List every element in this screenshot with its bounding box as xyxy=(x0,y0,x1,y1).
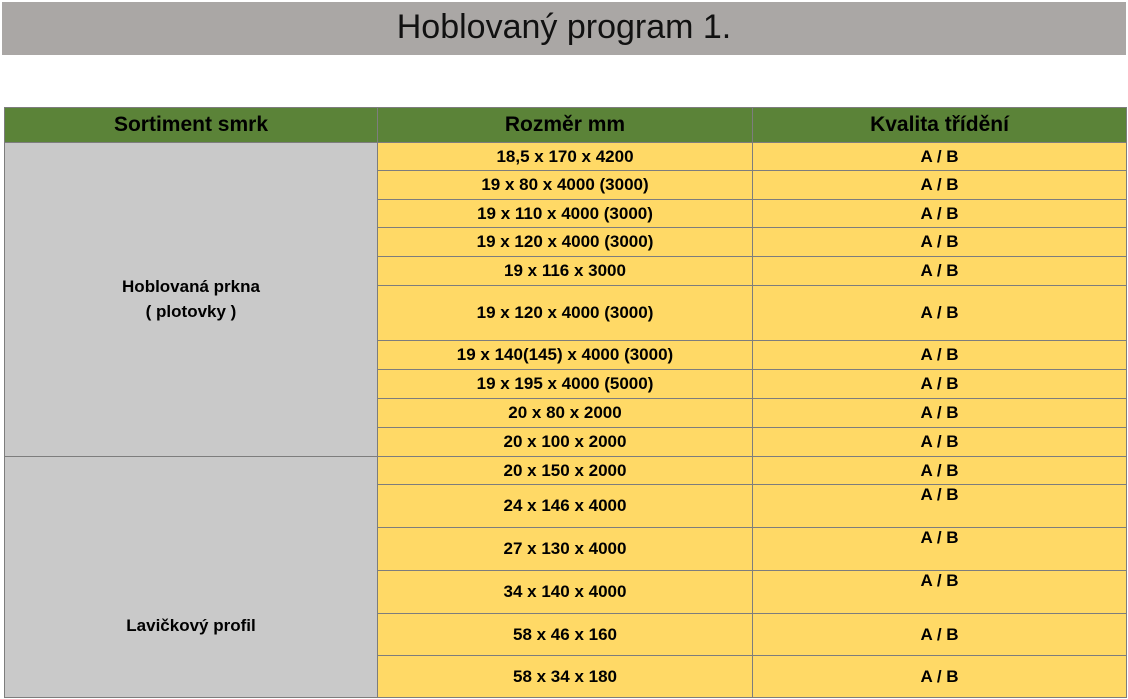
size-cell: 58 x 46 x 160 xyxy=(378,614,753,656)
size-cell: 19 x 110 x 4000 (3000) xyxy=(378,200,753,228)
page-title: Hoblovaný program 1. xyxy=(2,2,1126,55)
header-rozmer: Rozměr mm xyxy=(378,108,753,143)
quality-cell: A / B xyxy=(753,228,1127,257)
quality-cell: A / B xyxy=(753,143,1127,171)
group-label: Hoblovaná prkna xyxy=(122,276,260,296)
quality-cell: A / B xyxy=(753,457,1127,485)
group-sublabel: ( plotovky ) xyxy=(145,301,237,321)
group-label: Lavičkový profil xyxy=(126,616,256,636)
quality-cell: A / B xyxy=(753,171,1127,200)
size-cell: 19 x 120 x 4000 (3000) xyxy=(378,286,753,341)
quality-cell: A / B xyxy=(753,485,1127,528)
size-cell: 34 x 140 x 4000 xyxy=(378,571,753,614)
header-kvalita: Kvalita třídění xyxy=(753,108,1127,143)
quality-cell: A / B xyxy=(753,257,1127,286)
quality-cell: A / B xyxy=(753,286,1127,341)
size-cell: 18,5 x 170 x 4200 xyxy=(378,143,753,171)
size-cell: 19 x 195 x 4000 (5000) xyxy=(378,370,753,399)
quality-cell: A / B xyxy=(753,571,1127,614)
quality-cell: A / B xyxy=(753,428,1127,457)
size-cell: 19 x 140(145) x 4000 (3000) xyxy=(378,341,753,370)
quality-cell: A / B xyxy=(753,399,1127,428)
header-sortiment: Sortiment smrk xyxy=(5,108,378,143)
quality-cell: A / B xyxy=(753,370,1127,399)
group-cell-hoblovana-prkna xyxy=(5,143,378,457)
size-cell: 20 x 80 x 2000 xyxy=(378,399,753,428)
size-cell: 24 x 146 x 4000 xyxy=(378,485,753,528)
size-cell: 58 x 34 x 180 xyxy=(378,656,753,698)
size-cell: 20 x 150 x 2000 xyxy=(378,457,753,485)
size-cell: 19 x 80 x 4000 (3000) xyxy=(378,171,753,200)
product-table xyxy=(4,107,1127,698)
table-row xyxy=(5,457,1127,485)
quality-cell: A / B xyxy=(753,200,1127,228)
table-row xyxy=(5,143,1127,171)
table-header-row xyxy=(5,108,1127,143)
quality-cell: A / B xyxy=(753,656,1127,698)
quality-cell: A / B xyxy=(753,614,1127,656)
size-cell: 19 x 120 x 4000 (3000) xyxy=(378,228,753,257)
size-cell: 19 x 116 x 3000 xyxy=(378,257,753,286)
quality-cell: A / B xyxy=(753,528,1127,571)
size-cell: 27 x 130 x 4000 xyxy=(378,528,753,571)
quality-cell: A / B xyxy=(753,341,1127,370)
group-cell-lavickovy-profil xyxy=(5,457,378,698)
size-cell: 20 x 100 x 2000 xyxy=(378,428,753,457)
